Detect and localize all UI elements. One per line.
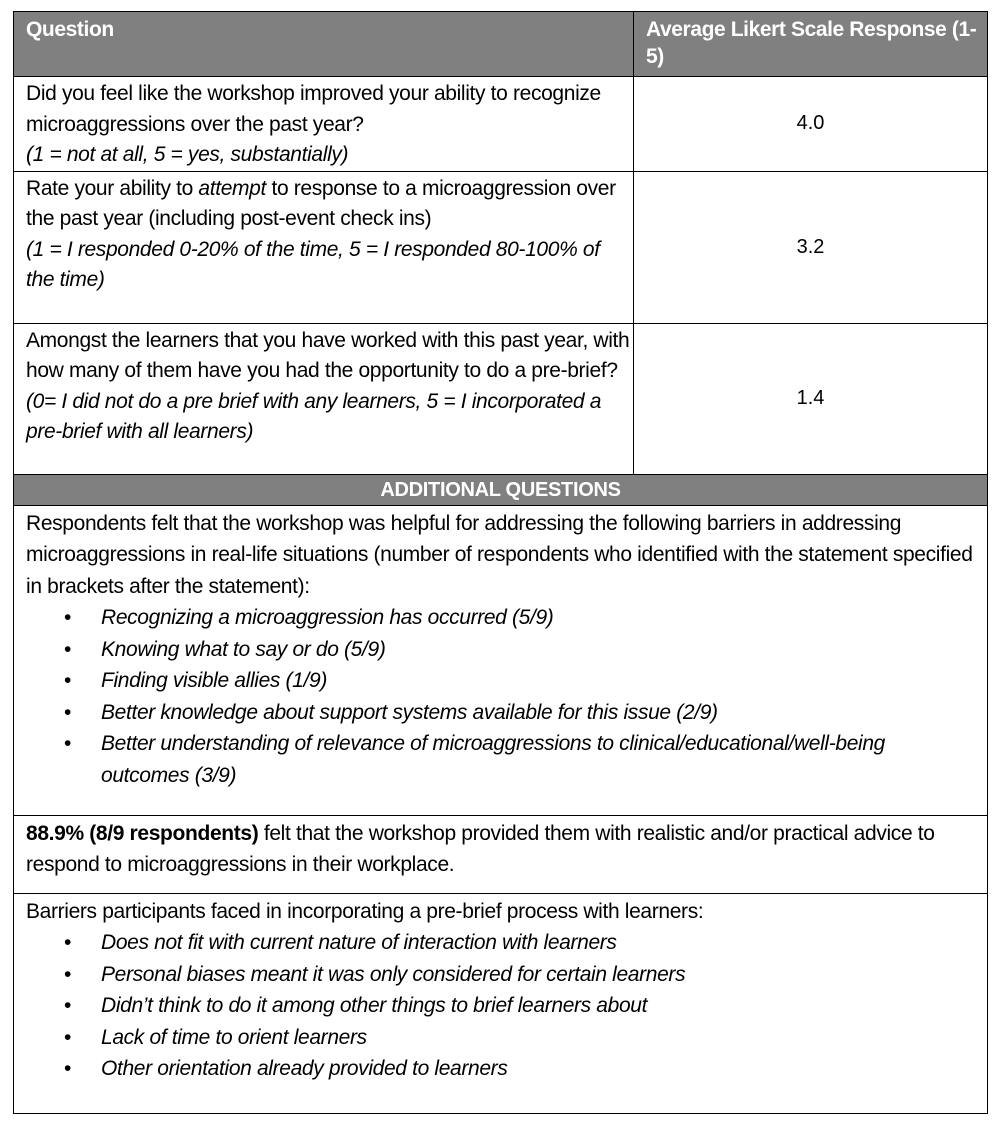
bullet-icon: •: [64, 931, 72, 954]
barriers-helped-intro: Respondents felt that the workshop was helpful for addressing the following barriers in addressing microaggressions in real-life situations (number of respondents who identified with the statement specified in brackets after the statement):: [26, 511, 973, 598]
list-item: • Lack of time to orient learners: [26, 1022, 975, 1054]
practical-advice-stat: 88.9% (8/9 respondents): [26, 821, 259, 845]
question-cell: [14, 171, 634, 323]
average-column-header: Average Likert Scale Response (1-5): [634, 12, 988, 77]
practical-advice-text: felt that the workshop provided them with realistic and/or practical advice to respond to microaggressions in their workplace.: [26, 821, 935, 876]
list-item: • Finding visible allies (1/9): [26, 665, 975, 697]
question-column-header: Question: [14, 12, 634, 77]
table-row: [14, 323, 988, 474]
header-row: [14, 12, 988, 77]
question-cell: [14, 77, 634, 172]
scale-note: (1 = not at all, 5 = yes, substantially): [26, 143, 349, 166]
list-item: • Better knowledge about support systems available for this issue (2/9): [26, 697, 975, 729]
average-value: 1.4: [634, 323, 988, 474]
bullet-icon: •: [64, 669, 72, 692]
bullet-icon: •: [64, 637, 72, 661]
barriers-helped-cell: [14, 505, 988, 815]
prebrief-barriers-cell: [14, 893, 988, 1113]
table-row: [14, 815, 988, 893]
practical-advice-cell: [14, 815, 988, 893]
list-item: • Personal biases meant it was only considered for certain learners: [26, 959, 975, 991]
prebrief-barriers-list: [26, 927, 975, 1085]
list-item: • Knowing what to say or do (5/9): [26, 634, 975, 666]
list-item: • Recognizing a microaggression has occurred (5/9): [26, 602, 975, 634]
table-row: [14, 171, 988, 323]
prebrief-barriers-intro: Barriers participants faced in incorporating a pre-brief process with learners:: [26, 899, 704, 923]
question-cell: [14, 323, 634, 474]
scale-note: (0= I did not do a pre brief with any learners, 5 = I incorporated a pre-brief with all learners): [26, 389, 602, 443]
table-row: [14, 893, 988, 1113]
list-item: • Better understanding of relevance of microaggressions to clinical/educational/well-being outcomes (3/9): [26, 728, 975, 791]
list-item: • Does not fit with current nature of interaction with learners: [26, 927, 975, 959]
bullet-icon: •: [64, 1057, 72, 1080]
bullet-icon: •: [64, 732, 72, 755]
bullet-icon: •: [64, 700, 72, 724]
section-title: ADDITIONAL QUESTIONS: [14, 474, 988, 505]
bullet-icon: •: [64, 606, 72, 629]
section-header-row: [14, 474, 988, 505]
bullet-icon: •: [64, 962, 72, 986]
scale-note: (1 = I responded 0-20% of the time, 5 = I responded 80-100% of the time): [26, 237, 600, 291]
average-value: 3.2: [634, 171, 988, 323]
list-item: • Didn’t think to do it among other things to brief learners about: [26, 990, 975, 1022]
bullet-icon: •: [64, 994, 72, 1017]
barriers-helped-list: [26, 602, 975, 791]
question-text: Did you feel like the workshop improved your ability to recognize microaggressions over the past year?: [26, 82, 601, 136]
bullet-icon: •: [64, 1025, 72, 1049]
question-text: Rate your ability to attempt to response to a microaggression over the past year (including post-event check ins): [26, 176, 616, 230]
list-item: • Other orientation already provided to learners: [26, 1053, 975, 1085]
table-row: [14, 77, 988, 172]
survey-results-table: [13, 11, 988, 1114]
question-text: Amongst the learners that you have worked with this past year, with how many of them have you had the opportunity to do a pre-brief?: [26, 328, 630, 382]
table-row: [14, 505, 988, 815]
average-value: 4.0: [634, 77, 988, 172]
